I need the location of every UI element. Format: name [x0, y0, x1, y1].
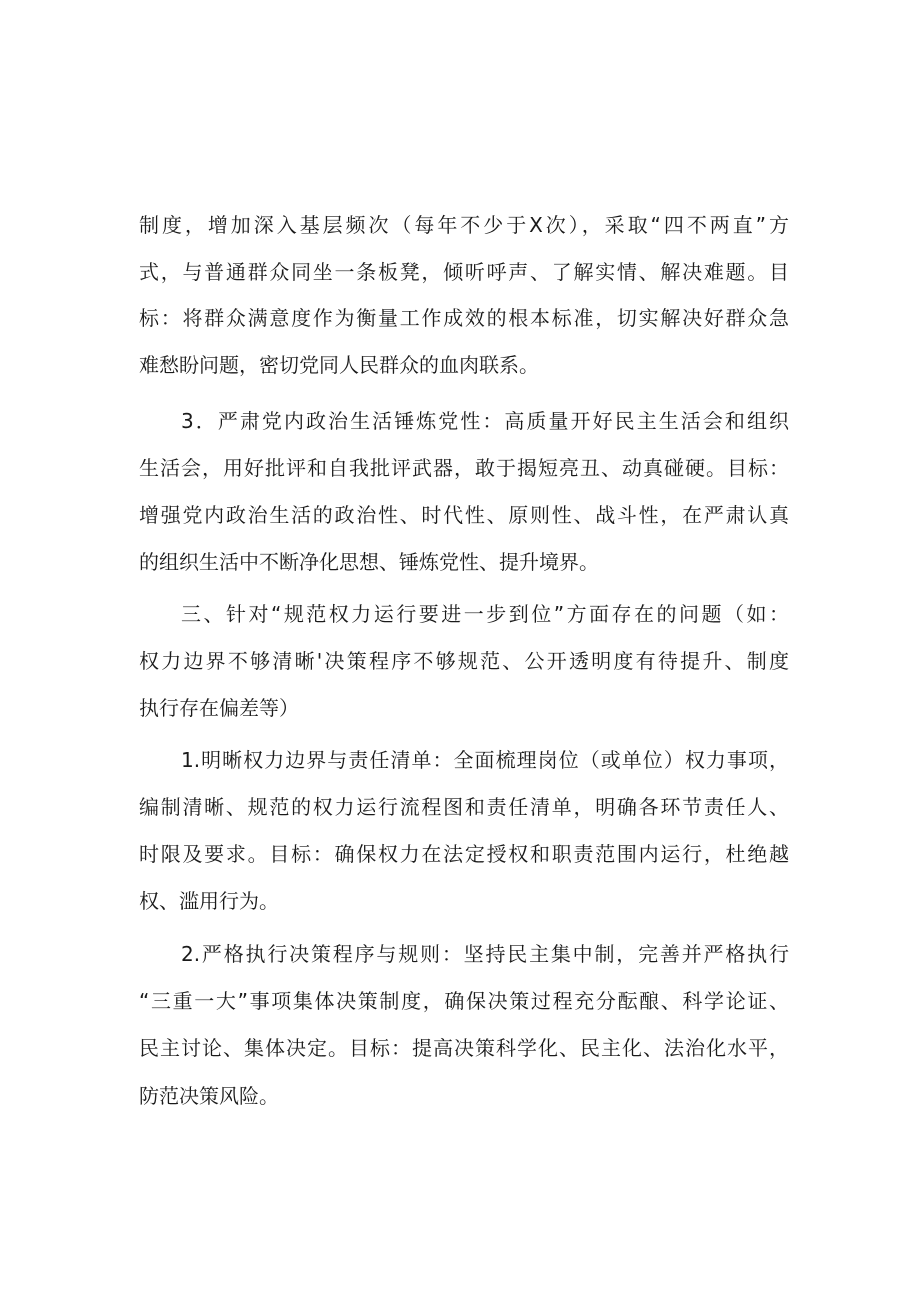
paragraph-line: “三重一大”事项集体决策制度，确保决策过程充分酝酿、科学论证、 [139, 989, 789, 1013]
paragraph-line: 2.严格执行决策程序与规则：坚持民主集中制，完善并严格执行 [181, 942, 789, 966]
paragraph-line: 标：将群众满意度作为衡量工作成效的根本标准，切实解决好群众急 [139, 306, 789, 330]
paragraph-line: 式，与普通群众同坐一条板凳，倾听呼声、了解实情、解决难题。目 [139, 260, 789, 284]
paragraph-line: 民主讨论、集体决定。目标：提高决策科学化、民主化、法治化水平， [139, 1036, 789, 1060]
paragraph-line: 难愁盼问题，密切党同人民群众的血肉联系。 [139, 353, 539, 377]
paragraph-line: 权、滥用行为。 [139, 889, 279, 913]
section-heading-line: 执行存在偏差等） [139, 696, 299, 720]
paragraph-line: 防范决策风险。 [139, 1084, 279, 1108]
paragraph-line: 3．严肃党内政治生活锤炼党性：高质量开好民主生活会和组织 [181, 409, 789, 433]
paragraph-line: 的组织生活中不断净化思想、锤炼党性、提升境界。 [139, 550, 599, 574]
paragraph-line: 制度，增加深入基层频次（每年不少于X次），采取“四不两直”方 [139, 213, 789, 237]
section-heading-line: 三、针对“规范权力运行要进一步到位”方面存在的问题（如： [181, 602, 789, 626]
paragraph-line: 生活会，用好批评和自我批评武器，敢于揭短亮丑、动真碰硬。目标： [139, 456, 789, 480]
section-heading-line: 权力边界不够清晰'决策程序不够规范、公开透明度有待提升、制度 [139, 649, 789, 673]
paragraph-line: 时限及要求。目标：确保权力在法定授权和职责范围内运行，杜绝越 [139, 842, 789, 866]
paragraph-line: 增强党内政治生活的政治性、时代性、原则性、战斗性，在严肃认真 [139, 503, 789, 527]
paragraph-line: 编制清晰、规范的权力运行流程图和责任清单，明确各环节责任人、 [139, 795, 789, 819]
paragraph-line: 1.明晰权力边界与责任清单：全面梳理岗位（或单位）权力事项， [181, 748, 789, 772]
